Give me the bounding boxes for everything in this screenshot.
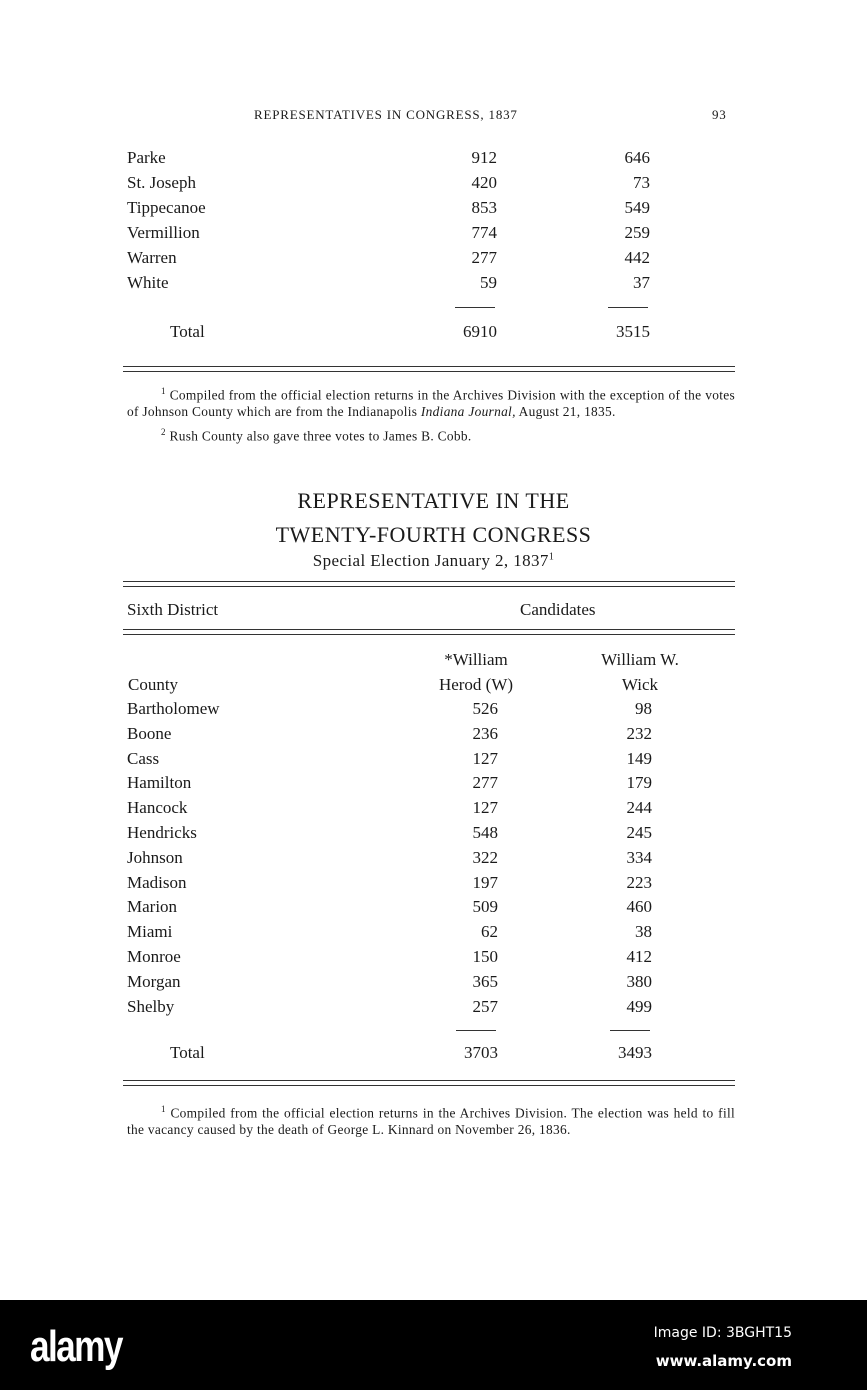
votes-candidate-1: 127	[472, 798, 498, 818]
section-subtitle: Special Election January 2, 1837$^1$	[312, 551, 555, 570]
votes-candidate-1: 509	[472, 897, 498, 917]
votes-candidate-1: 420	[471, 173, 497, 192]
divider	[123, 634, 735, 635]
sum-rule	[455, 307, 495, 308]
county-name: Shelby	[127, 996, 175, 1016]
total-label: Total	[170, 322, 205, 341]
county-name: Vermillion	[127, 223, 200, 242]
votes-candidate-2: 37	[633, 273, 650, 292]
county-name: Hancock	[127, 798, 188, 818]
footnotes-1	[127, 383, 735, 445]
votes-candidate-1: 236	[472, 723, 498, 743]
divider	[123, 629, 735, 630]
divider	[123, 586, 735, 587]
votes-candidate-1: 150	[472, 947, 498, 966]
footnote-1: $^1$ Compiled from the official election returns in the Archives Division with the exception of the votes of Johnson County which are from the Indianapolis Indiana Journal, August 21, 1835.	[127, 386, 735, 420]
votes-candidate-2: 412	[626, 947, 652, 966]
votes-candidate-2: 223	[626, 872, 652, 892]
divider	[123, 366, 735, 367]
county-name: Hamilton	[127, 773, 192, 793]
sum-rule	[456, 1030, 496, 1031]
county-name: Hendricks	[127, 823, 197, 842]
candidate-2-name-line1: William W.	[601, 650, 679, 669]
votes-candidate-1: 912	[471, 148, 497, 167]
section-title-line1: REPRESENTATIVE IN THE	[297, 488, 570, 513]
votes-candidate-1: 62	[481, 922, 498, 942]
footnote-1: $^1$ Compiled from the official election returns in the Archives Division. The election was held to fill the vacancy caused by the death of George L. Kinnard on November 26, 1836.	[127, 1104, 736, 1138]
votes-candidate-2: 244	[626, 798, 652, 818]
total-candidate-2: 3493	[618, 1043, 652, 1062]
votes-candidate-2: 380	[626, 971, 652, 991]
votes-candidate-1: 548	[472, 823, 498, 842]
candidate-2-name-line2: Wick	[621, 675, 659, 694]
votes-candidate-2: 149	[626, 748, 652, 768]
votes-candidate-1: 277	[472, 773, 498, 793]
total-candidate-1: 6910	[463, 322, 497, 341]
watermark-bar	[0, 1300, 867, 1390]
votes-candidate-1: 853	[471, 198, 497, 217]
county-name: Madison	[127, 872, 187, 892]
footnotes-2	[127, 1101, 735, 1138]
county-name: Miami	[127, 922, 173, 942]
votes-candidate-1: 277	[471, 248, 497, 267]
votes-candidate-1: 365	[472, 971, 498, 991]
county-name: Parke	[127, 148, 166, 167]
county-name: Morgan	[127, 971, 181, 991]
votes-candidate-2: 549	[624, 198, 650, 217]
votes-candidate-2: 460	[626, 897, 652, 917]
votes-candidate-1: 257	[472, 996, 498, 1016]
total-candidate-2: 3515	[616, 322, 650, 341]
candidate-1-name-line1: *William	[444, 650, 508, 669]
votes-candidate-2: 259	[624, 223, 650, 242]
footnote-2: $^2$ Rush County also gave three votes to James B. Cobb.	[161, 427, 472, 444]
votes-candidate-2: 245	[626, 823, 652, 842]
votes-candidate-2: 232	[626, 723, 652, 743]
image-id: Image ID: 3BGHT15	[653, 1325, 792, 1341]
sum-rule	[608, 307, 648, 308]
votes-candidate-2: 646	[624, 148, 650, 167]
county-header: County	[128, 675, 179, 694]
votes-candidate-2: 499	[626, 996, 652, 1016]
total-label: Total	[170, 1043, 205, 1062]
county-name: Cass	[127, 748, 160, 768]
votes-candidate-1: 59	[480, 273, 497, 292]
county-name: Boone	[127, 723, 172, 743]
votes-candidate-2: 98	[635, 699, 652, 718]
total-candidate-1: 3703	[464, 1043, 498, 1062]
running-head: REPRESENTATIVES IN CONGRESS, 1837	[254, 107, 518, 122]
sum-rule	[610, 1030, 650, 1031]
county-name: St. Joseph	[127, 173, 196, 192]
county-name: White	[127, 273, 169, 292]
county-name: Johnson	[127, 847, 183, 867]
county-name: Marion	[127, 897, 178, 917]
divider	[123, 1085, 735, 1086]
divider	[123, 1080, 735, 1081]
divider	[123, 581, 735, 582]
votes-candidate-2: 73	[633, 173, 650, 192]
divider	[123, 371, 735, 372]
county-name: Bartholomew	[127, 699, 220, 718]
votes-candidate-2: 334	[626, 847, 652, 867]
county-name: Warren	[127, 248, 177, 267]
alamy-logo: alamy	[30, 1322, 122, 1371]
candidate-1-name-line2: Herod (W)	[438, 675, 514, 694]
candidates-label: Candidates	[520, 600, 596, 619]
votes-candidate-1: 197	[472, 872, 498, 892]
votes-candidate-1: 322	[472, 847, 498, 867]
section-title-line2: TWENTY-FOURTH CONGRESS	[275, 522, 592, 547]
votes-candidate-1: 526	[472, 699, 498, 718]
page-number: 93	[712, 107, 727, 122]
votes-candidate-2: 179	[626, 773, 652, 793]
votes-candidate-1: 774	[471, 223, 497, 242]
county-name: Monroe	[127, 947, 181, 966]
site-url: www.alamy.com	[655, 1352, 792, 1370]
votes-candidate-1: 127	[472, 748, 498, 768]
votes-candidate-2: 442	[624, 248, 650, 267]
district-label: Sixth District	[127, 600, 219, 619]
county-name: Tippecanoe	[127, 198, 206, 217]
votes-candidate-2: 38	[635, 922, 652, 942]
